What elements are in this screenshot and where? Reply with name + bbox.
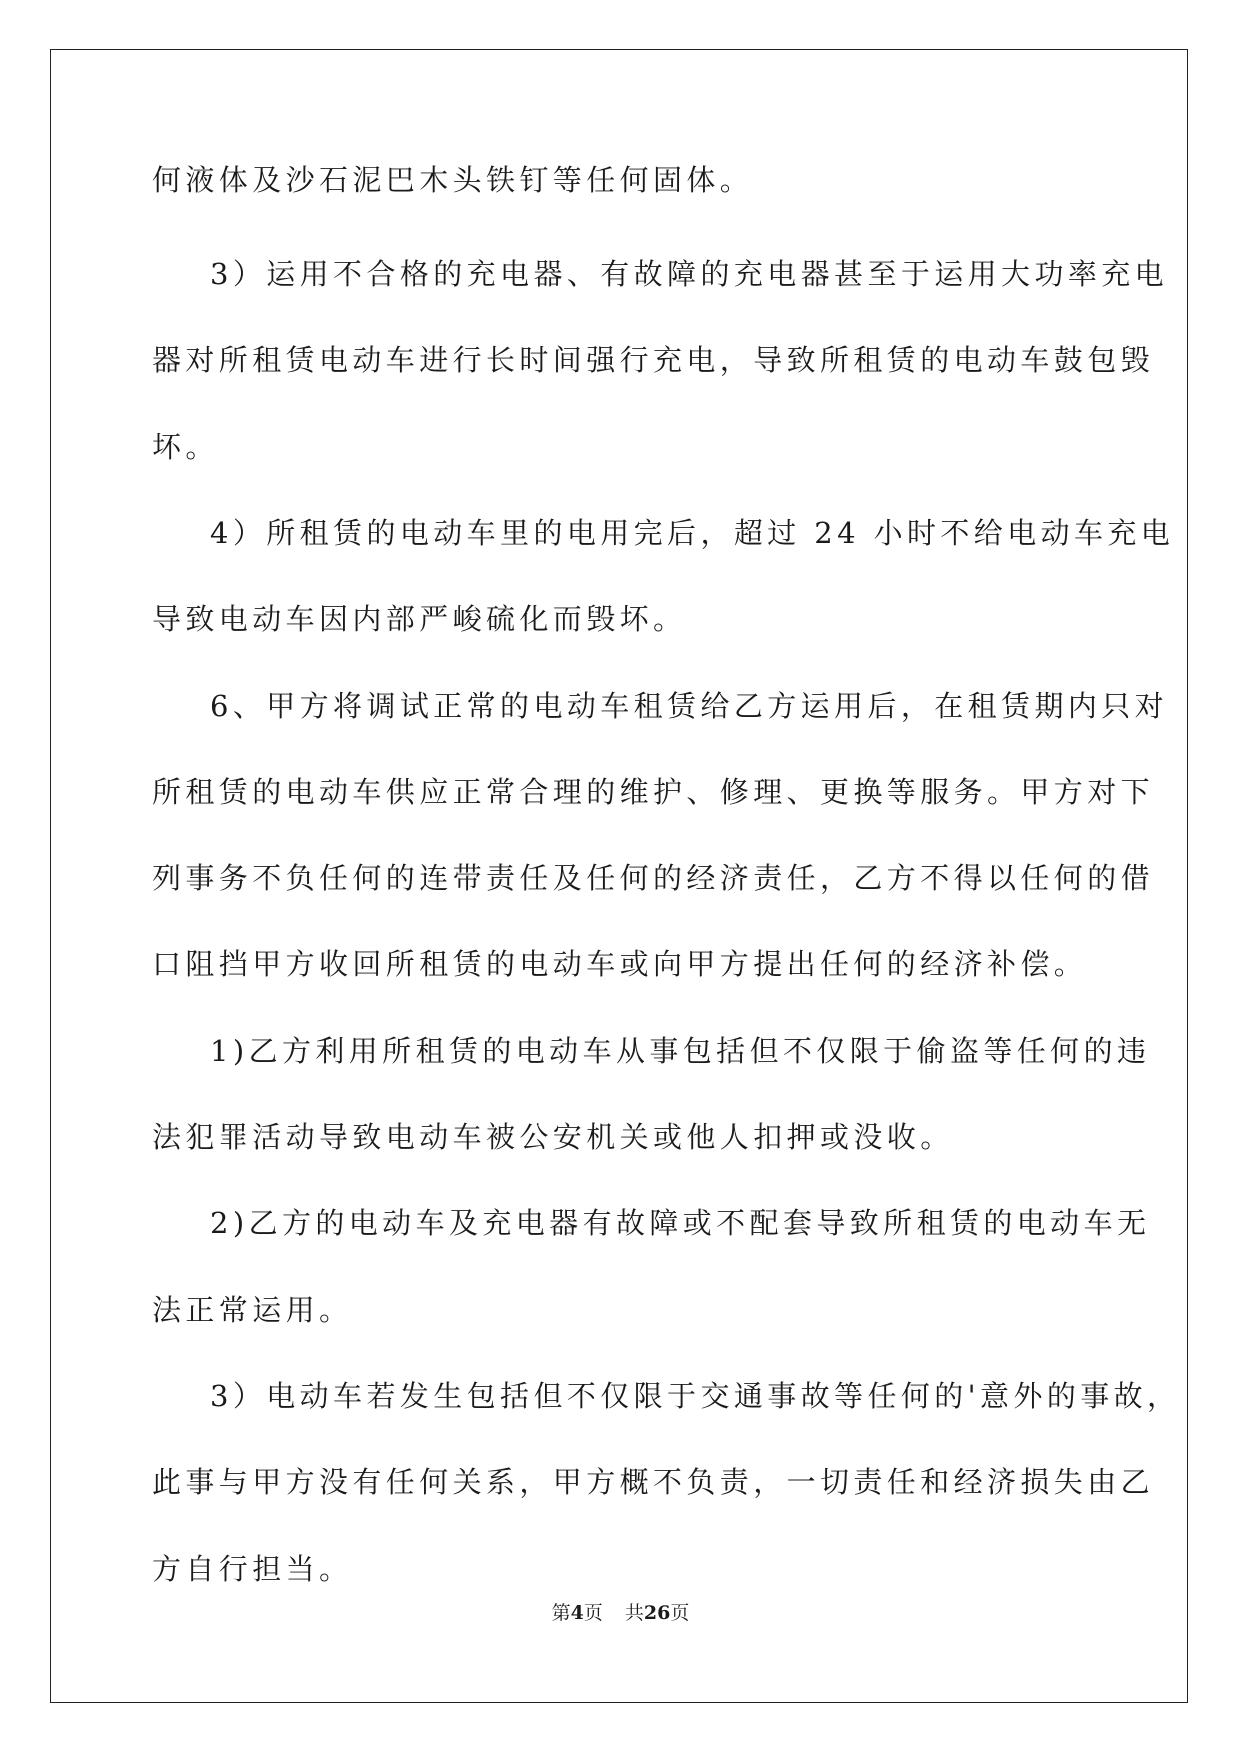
text-line: 此事与甲方没有任何关系，甲方概不负责，一切责任和经济损失由乙 — [152, 1465, 1155, 1499]
page-prefix: 第 — [551, 1602, 571, 1624]
text-line: 何液体及沙石泥巴木头铁钉等任何固体。 — [152, 163, 754, 197]
text-line: 2)乙方的电动车及充电器有故障或不配套导致所租赁的电动车无 — [210, 1206, 1151, 1240]
text-line: 6、甲方将调试正常的电动车租赁给乙方运用后，在租赁期内只对 — [210, 689, 1169, 723]
text-line: 方自行担当。 — [152, 1552, 353, 1586]
text-line: 口阻挡甲方收回所租赁的电动车或向甲方提出任何的经济补偿。 — [152, 947, 1088, 981]
text-line: 坏。 — [152, 430, 219, 464]
page-footer — [0, 1598, 1241, 1625]
page-number: 4 — [570, 1602, 584, 1624]
text-line: 3）电动车若发生包括但不仅限于交通事故等任何的'意外的事故， — [210, 1379, 1181, 1413]
text-line: 导致电动车因内部严峻硫化而毁坏。 — [152, 602, 687, 636]
text-line: 器对所租赁电动车进行长时间强行充电，导致所租赁的电动车鼓包毁 — [152, 343, 1155, 377]
text-line: 列事务不负任何的连带责任及任何的经济责任，乙方不得以任何的借 — [152, 861, 1155, 895]
text-line: 所租赁的电动车供应正常合理的维护、修理、更换等服务。甲方对下 — [152, 775, 1155, 809]
text-line: 1)乙方利用所租赁的电动车从事包括但不仅限于偷盗等任何的违 — [210, 1034, 1151, 1068]
total-prefix: 共 — [624, 1602, 644, 1624]
total-pages: 26 — [643, 1602, 671, 1624]
text-line: 3）运用不合格的充电器、有故障的充电器甚至于运用大功率充电 — [210, 257, 1169, 291]
text-line: 4）所租赁的电动车里的电用完后，超过 24 小时不给电动车充电 — [210, 516, 1175, 550]
text-line: 法犯罪活动导致电动车被公安机关或他人扣押或没收。 — [152, 1120, 954, 1154]
text-line: 法正常运用。 — [152, 1293, 353, 1327]
total-suffix: 页 — [670, 1602, 690, 1624]
page-suffix: 页 — [583, 1602, 603, 1624]
